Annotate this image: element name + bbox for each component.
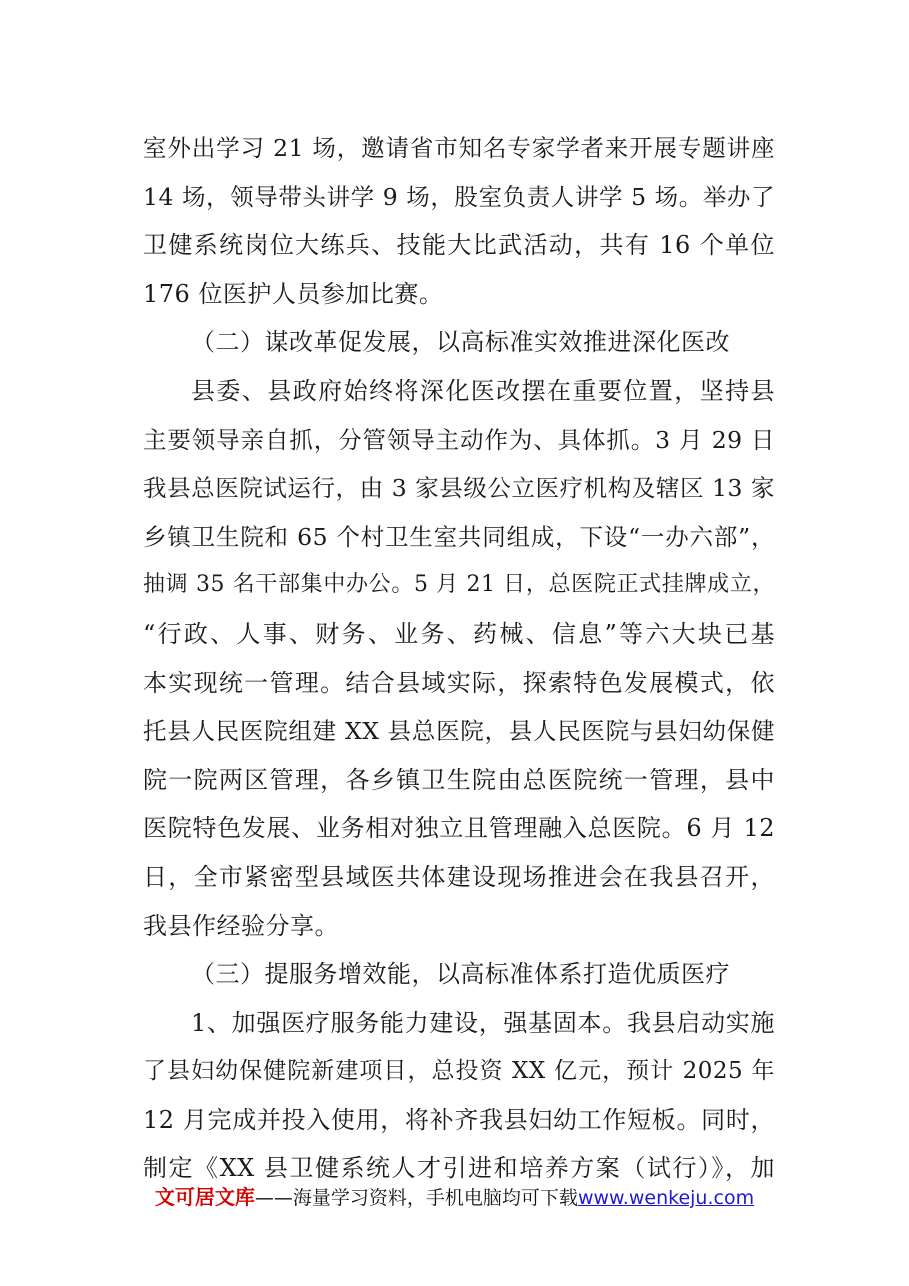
- text-line: 我县总医院试运行，由 3 家县级公立医疗机构及辖区 13 家: [143, 474, 775, 503]
- text-line: 本实现统一管理。结合县域实际，探索特色发展模式，依: [143, 668, 775, 697]
- footer-brand: 文可居文库: [154, 1185, 255, 1209]
- text-line: 室外出学习 21 场，邀请省市知名专家学者来开展专题讲座: [143, 134, 775, 162]
- text-line: 176 位医护人员参加比赛。: [143, 279, 444, 308]
- text-line: （三）提服务增效能，以高标准体系打造优质医疗: [191, 960, 730, 989]
- document-body: [143, 124, 775, 1193]
- text-line: 县委、县政府始终将深化医改摆在重要位置，坚持县: [191, 376, 775, 405]
- text-line: “行政、人事、财务、业务、药械、信息”等六大块已基: [143, 619, 775, 648]
- text-line: 我县作经验分享。: [143, 911, 339, 940]
- text-line: 卫健系统岗位大练兵、技能大比武活动，共有 16 个单位: [143, 231, 775, 260]
- text-line: 乡镇卫生院和 65 个村卫生室共同组成，下设“一办六部”，: [143, 522, 775, 551]
- text-line: 托县人民医院组建 XX 县总医院，县人民医院与县妇幼保健: [143, 717, 775, 746]
- text-line: 1、加强医疗服务能力建设，强基固本。我县启动实施: [191, 1008, 775, 1037]
- footer-banner: [0, 1179, 909, 1215]
- text-line: 制定《XX 县卫健系统人才引进和培养方案（试行）》，加: [143, 1154, 775, 1183]
- footer-site-link[interactable]: www.wenkeju.com: [577, 1187, 755, 1209]
- text-line: 14 场，领导带头讲学 9 场，股室负责人讲学 5 场。举办了: [143, 182, 775, 211]
- text-line: （二）谋改革促发展，以高标准实效推进深化医改: [191, 328, 730, 357]
- text-line: 了县妇幼保健院新建项目，总投资 XX 亿元，预计 2025 年: [143, 1058, 775, 1085]
- text-line: 抽调 35 名干部集中办公。5 月 21 日，总医院正式挂牌成立，: [143, 572, 775, 598]
- text-line: 日，全市紧密型县域医共体建设现场推进会在我县召开，: [143, 862, 775, 891]
- text-line: 主要领导亲自抓，分管领导主动作为、具体抓。3 月 29 日: [143, 425, 775, 454]
- text-line: 院一院两区管理，各乡镇卫生院由总医院统一管理，县中: [143, 765, 775, 794]
- text-line: 12 月完成并投入使用，将补齐我县妇幼工作短板。同时，: [143, 1105, 775, 1134]
- text-line: 医院特色发展、业务相对独立且管理融入总医院。6 月 12: [143, 814, 775, 843]
- footer-tagline: ——海量学习资料，手机电脑均可下载: [254, 1187, 578, 1209]
